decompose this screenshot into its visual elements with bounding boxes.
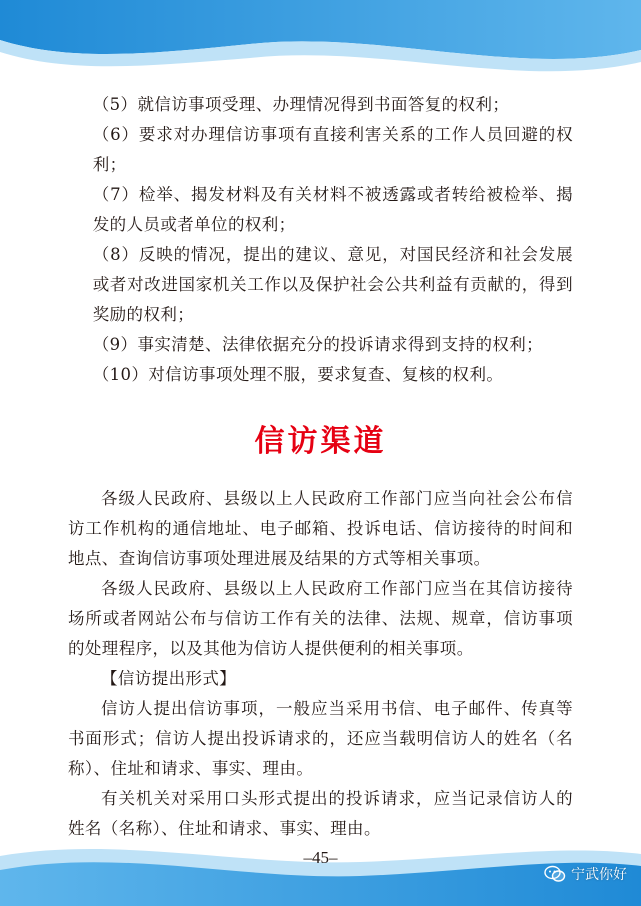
section-heading: 信访渠道 <box>254 424 387 459</box>
watermark <box>544 864 627 884</box>
rights-item: （5）就信访事项受理、办理情况得到书面答复的权利； <box>92 95 510 114</box>
body-paragraph: 有关机关对采用口头形式提出的投诉请求，应当记录信访人的姓名（名称）、住址和请求、事实、理由。 <box>68 789 573 838</box>
watermark-text: 宁武你好 <box>571 867 627 883</box>
top-wave-decoration <box>0 0 641 90</box>
wechat-icon <box>544 865 566 883</box>
page-content <box>68 90 573 844</box>
rights-item: （6）要求对办理信访事项有直接利害关系的工作人员回避的权利； <box>92 125 573 174</box>
rights-item: （9）事实清楚、法律依据充分的投诉请求得到支持的权利； <box>92 335 544 354</box>
rights-item: （7）检举、揭发材料及有关材料不被透露或者转给被检举、揭发的人员或者单位的权利； <box>92 185 573 234</box>
body-paragraph: 信访人提出信访事项，一般应当采用书信、电子邮件、传真等书面形式；信访人提出投诉请求的，还应当载明信访人的姓名（名称）、住址和请求、事实、理由。 <box>68 699 573 778</box>
rights-list <box>68 90 573 390</box>
rights-item: （10）对信访事项处理不服，要求复查、复核的权利。 <box>92 365 504 384</box>
subheading: 【信访提出形式】 <box>101 669 237 688</box>
rights-item: （8）反映的情况，提出的建议、意见，对国民经济和社会发展或者对改进国家机关工作以及保护社会公共利益有贡献的，得到奖励的权利； <box>92 245 573 324</box>
page-number: –45– <box>303 848 338 867</box>
body-paragraph: 各级人民政府、县级以上人民政府工作部门应当在其信访接待场所或者网站公布与信访工作有关的法律、法规、规章，信访事项的处理程序，以及其他为信访人提供便利的相关事项。 <box>68 579 573 658</box>
body-paragraph: 各级人民政府、县级以上人民政府工作部门应当向社会公布信访工作机构的通信地址、电子邮箱、投诉电话、信访接待的时间和地点、查询信访事项处理进展及结果的方式等相关事项。 <box>68 489 573 568</box>
